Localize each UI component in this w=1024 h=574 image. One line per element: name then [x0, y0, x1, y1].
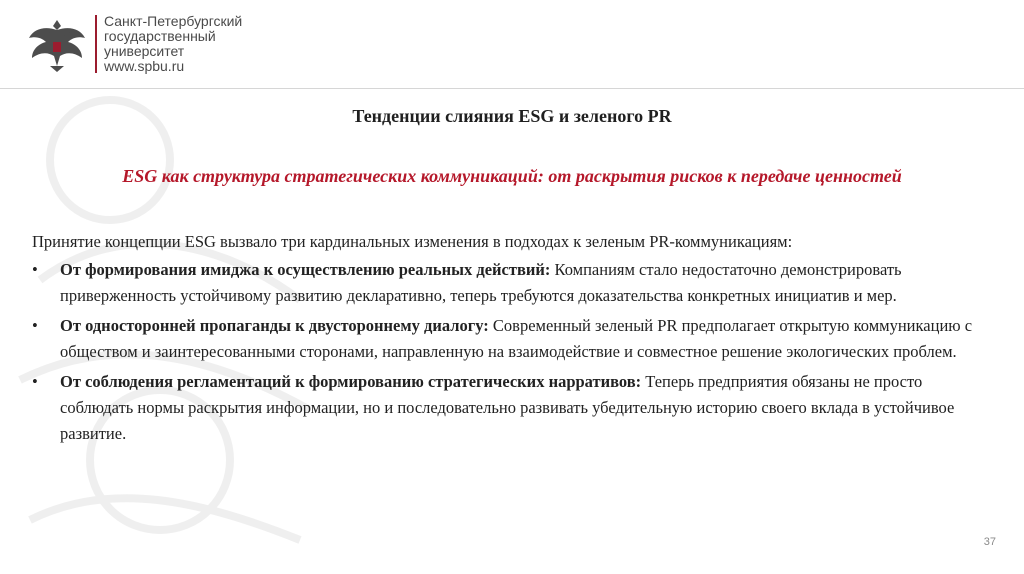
header-divider	[95, 15, 97, 73]
double-headed-eagle-crest-icon	[26, 14, 88, 74]
university-name-line-1: Санкт-Петербургский	[104, 13, 243, 29]
university-name	[104, 14, 242, 74]
university-name-line-2: государственный	[104, 28, 216, 44]
bullet-icon: •	[32, 260, 38, 279]
slide-title: Тенденции слияния ESG и зеленого PR	[352, 106, 672, 126]
point-text: Теперь предприятия обязаны не просто соблюдать нормы раскрытия информации, но и последовательно развивать убедительную историю своего вклада в устойчивое развитие.	[60, 372, 955, 443]
header-rule	[0, 88, 1024, 89]
slide-subtitle: ESG как структура стратегических коммуникаций: от раскрытия рисков к передаче ценностей	[122, 166, 902, 186]
point-text: Компаниям стало недостаточно демонстрировать приверженность устойчивому развитию декларативно, теперь требуются доказательства конкретных инициатив и мер.	[60, 260, 902, 305]
point-lead: От формирования имиджа к осуществлению реальных действий:	[60, 260, 551, 279]
point-lead: От соблюдения регламентаций к формированию стратегических нарративов:	[60, 372, 642, 391]
bullet-icon: •	[32, 372, 38, 391]
slide-body	[32, 229, 977, 451]
slide-header	[0, 0, 1024, 88]
page-number: 37	[983, 536, 996, 548]
point-lead: От односторонней пропаганды к двустороннему диалогу:	[60, 316, 489, 335]
list-item	[32, 369, 977, 447]
university-name-line-3: университет	[104, 43, 185, 59]
point-text: Современный зеленый PR предполагает открытую коммуникацию с обществом и заинтересованными сторонами, направленную на взаимодействие и совместное решение экологических проблем.	[60, 316, 973, 361]
bullet-list	[32, 257, 977, 447]
list-item	[32, 257, 977, 309]
bullet-icon: •	[32, 316, 38, 335]
intro-paragraph: Принятие концепции ESG вызвало три кардинальных изменения в подходах к зеленым PR-коммуникациям:	[32, 232, 793, 251]
list-item	[32, 313, 977, 365]
university-website: www.spbu.ru	[104, 58, 185, 74]
